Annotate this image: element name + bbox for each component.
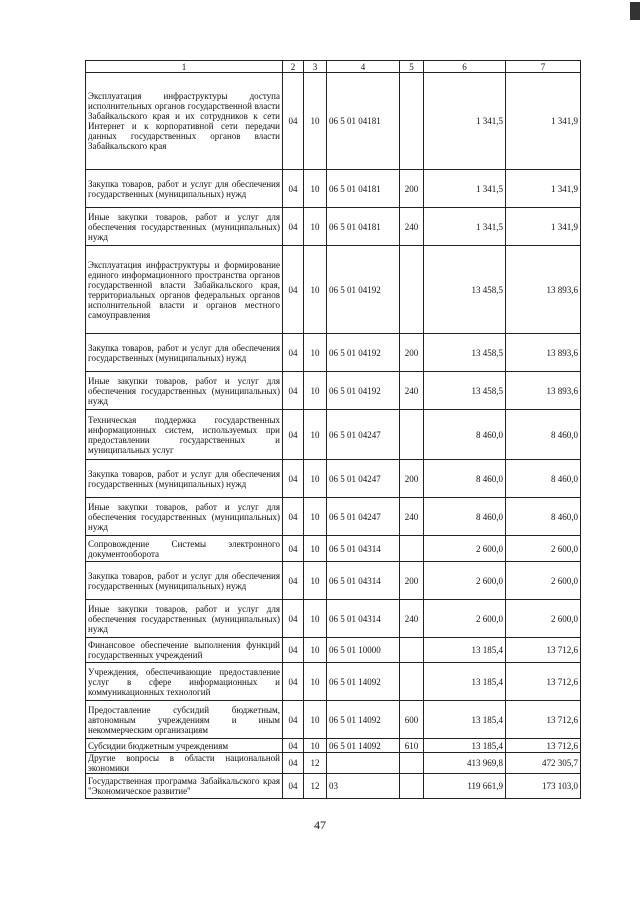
row-description: Закупка товаров, работ и услуг для обеспечения государственных (муниципальных) нужд [86, 170, 283, 208]
row-section: 04 [283, 739, 304, 753]
row-section: 04 [283, 562, 304, 600]
row-section: 04 [283, 73, 304, 170]
row-description: Субсидии бюджетным учреждениям [86, 739, 283, 753]
row-expense-type: 200 [400, 334, 424, 372]
row-description: Иные закупки товаров, работ и услуг для обеспечения государственных (муниципальных) нужд [86, 208, 283, 246]
row-target-code: 06 5 01 04181 [327, 208, 400, 246]
row-target-code: 06 5 01 14092 [327, 663, 400, 701]
row-target-code: 06 5 01 04192 [327, 246, 400, 334]
row-amount-year2: 8 460,0 [506, 498, 581, 536]
row-subsection: 10 [304, 246, 327, 334]
row-amount-year1: 8 460,0 [424, 410, 506, 460]
row-amount-year1: 13 185,4 [424, 701, 506, 739]
row-description: Закупка товаров, работ и услуг для обеспечения государственных (муниципальных) нужд [86, 460, 283, 498]
row-expense-type [400, 774, 424, 799]
row-target-code: 06 5 01 04181 [327, 170, 400, 208]
row-amount-year1: 1 341,5 [424, 73, 506, 170]
row-description: Иные закупки товаров, работ и услуг для обеспечения государственных (муниципальных) нужд [86, 372, 283, 410]
row-target-code: 06 5 01 10000 [327, 638, 400, 663]
row-amount-year2: 13 712,6 [506, 638, 581, 663]
row-amount-year2: 13 893,6 [506, 372, 581, 410]
header-col-6: 6 [424, 61, 506, 73]
table-row [86, 334, 581, 372]
row-description: Сопровождение Системы электронного документооборота [86, 536, 283, 562]
row-section: 04 [283, 498, 304, 536]
row-subsection: 10 [304, 208, 327, 246]
row-expense-type: 240 [400, 208, 424, 246]
row-section: 04 [283, 460, 304, 498]
row-target-code: 06 5 01 04247 [327, 498, 400, 536]
row-amount-year2: 472 305,7 [506, 753, 581, 774]
row-description: Эксплуатация инфраструктуры доступа исполнительных органов государственной власти Забайкальского края и их сотрудников к сети Интернет и к корпоративной сети передачи данных государственных органов власти Забайкальского края [86, 73, 283, 170]
row-subsection: 12 [304, 774, 327, 799]
row-description: Техническая поддержка государственных информационных систем, используемых при предоставлении государственных и муниципальных услуг [86, 410, 283, 460]
row-section: 04 [283, 663, 304, 701]
row-target-code: 06 5 01 04192 [327, 372, 400, 410]
row-expense-type: 200 [400, 562, 424, 600]
table-row [86, 208, 581, 246]
table-row [86, 663, 581, 701]
row-section: 04 [283, 701, 304, 739]
row-target-code [327, 753, 400, 774]
row-subsection: 10 [304, 73, 327, 170]
header-col-2: 2 [283, 61, 304, 73]
header-col-7: 7 [506, 61, 581, 73]
row-amount-year1: 8 460,0 [424, 498, 506, 536]
row-expense-type [400, 246, 424, 334]
row-amount-year1: 413 969,8 [424, 753, 506, 774]
row-target-code: 06 5 01 04314 [327, 562, 400, 600]
row-subsection: 10 [304, 334, 327, 372]
table-row [86, 498, 581, 536]
row-subsection: 10 [304, 498, 327, 536]
table-row [86, 638, 581, 663]
header-row [86, 61, 581, 73]
row-target-code: 06 5 01 14092 [327, 739, 400, 753]
row-subsection: 10 [304, 638, 327, 663]
row-subsection: 10 [304, 600, 327, 638]
scan-edge-mark [630, 2, 640, 20]
row-section: 04 [283, 246, 304, 334]
row-amount-year2: 1 341,9 [506, 208, 581, 246]
table-row [86, 372, 581, 410]
row-subsection: 10 [304, 663, 327, 701]
row-amount-year1: 2 600,0 [424, 600, 506, 638]
row-amount-year2: 13 893,6 [506, 246, 581, 334]
row-target-code: 06 5 01 14092 [327, 701, 400, 739]
row-amount-year1: 13 458,5 [424, 246, 506, 334]
table-row [86, 753, 581, 774]
row-description: Закупка товаров, работ и услуг для обеспечения государственных (муниципальных) нужд [86, 562, 283, 600]
row-amount-year1: 2 600,0 [424, 562, 506, 600]
table-body [86, 73, 581, 799]
row-expense-type [400, 663, 424, 701]
header-col-5: 5 [400, 61, 424, 73]
row-amount-year2: 1 341,9 [506, 73, 581, 170]
row-section: 04 [283, 600, 304, 638]
row-expense-type: 240 [400, 372, 424, 410]
table-row [86, 246, 581, 334]
row-description: Учреждения, обеспечивающие предоставление услуг в сфере информационных и коммуникационных технологий [86, 663, 283, 701]
row-description: Иные закупки товаров, работ и услуг для обеспечения государственных (муниципальных) нужд [86, 600, 283, 638]
row-amount-year1: 13 185,4 [424, 638, 506, 663]
table-row [86, 73, 581, 170]
row-amount-year1: 119 661,9 [424, 774, 506, 799]
row-section: 04 [283, 774, 304, 799]
row-description: Иные закупки товаров, работ и услуг для обеспечения государственных (муниципальных) нужд [86, 498, 283, 536]
row-subsection: 10 [304, 701, 327, 739]
table-row [86, 600, 581, 638]
row-section: 04 [283, 334, 304, 372]
row-section: 04 [283, 536, 304, 562]
row-target-code: 03 [327, 774, 400, 799]
row-expense-type: 240 [400, 600, 424, 638]
row-subsection: 10 [304, 372, 327, 410]
row-amount-year1: 13 458,5 [424, 334, 506, 372]
row-amount-year1: 1 341,5 [424, 208, 506, 246]
row-expense-type [400, 536, 424, 562]
row-expense-type [400, 753, 424, 774]
row-expense-type: 600 [400, 701, 424, 739]
row-amount-year1: 8 460,0 [424, 460, 506, 498]
row-amount-year1: 2 600,0 [424, 536, 506, 562]
row-section: 04 [283, 638, 304, 663]
row-description: Государственная программа Забайкальского края "Экономическое развитие" [86, 774, 283, 799]
row-description: Предоставление субсидий бюджетным, автономным учреждениям и иным некоммерческим организациям [86, 701, 283, 739]
budget-table [85, 60, 581, 799]
row-subsection: 10 [304, 739, 327, 753]
table-row [86, 460, 581, 498]
header-col-1: 1 [86, 61, 283, 73]
row-amount-year2: 13 893,6 [506, 334, 581, 372]
row-subsection: 10 [304, 562, 327, 600]
row-section: 04 [283, 170, 304, 208]
row-amount-year2: 2 600,0 [506, 562, 581, 600]
row-amount-year2: 1 341,9 [506, 170, 581, 208]
row-subsection: 10 [304, 170, 327, 208]
row-section: 04 [283, 372, 304, 410]
row-target-code: 06 5 01 04181 [327, 73, 400, 170]
row-subsection: 12 [304, 753, 327, 774]
page-number: 47 [314, 818, 326, 832]
header-col-3: 3 [304, 61, 327, 73]
row-subsection: 10 [304, 460, 327, 498]
table-row [86, 536, 581, 562]
row-amount-year2: 13 712,6 [506, 739, 581, 753]
row-subsection: 10 [304, 410, 327, 460]
row-expense-type [400, 638, 424, 663]
table-row [86, 170, 581, 208]
row-amount-year2: 8 460,0 [506, 410, 581, 460]
row-expense-type: 240 [400, 498, 424, 536]
row-description: Другие вопросы в области национальной экономики [86, 753, 283, 774]
row-expense-type [400, 73, 424, 170]
row-expense-type: 200 [400, 460, 424, 498]
row-expense-type: 610 [400, 739, 424, 753]
row-amount-year2: 2 600,0 [506, 600, 581, 638]
row-target-code: 06 5 01 04192 [327, 334, 400, 372]
table-row [86, 774, 581, 799]
row-amount-year1: 13 458,5 [424, 372, 506, 410]
row-section: 04 [283, 410, 304, 460]
table-row [86, 701, 581, 739]
row-target-code: 06 5 01 04314 [327, 536, 400, 562]
row-description: Закупка товаров, работ и услуг для обеспечения государственных (муниципальных) нужд [86, 334, 283, 372]
row-target-code: 06 5 01 04247 [327, 410, 400, 460]
row-amount-year2: 8 460,0 [506, 460, 581, 498]
row-amount-year2: 13 712,6 [506, 701, 581, 739]
row-section: 04 [283, 208, 304, 246]
row-amount-year1: 13 185,4 [424, 739, 506, 753]
row-amount-year2: 173 103,0 [506, 774, 581, 799]
row-section: 04 [283, 753, 304, 774]
row-expense-type: 200 [400, 170, 424, 208]
row-subsection: 10 [304, 536, 327, 562]
table-row [86, 562, 581, 600]
header-col-4: 4 [327, 61, 400, 73]
row-target-code: 06 5 01 04314 [327, 600, 400, 638]
row-amount-year1: 13 185,4 [424, 663, 506, 701]
row-description: Эксплуатация инфраструктуры и формирование единого информационного пространства органов государственной власти Забайкальского края, территориальных органов федеральных органов исполнительной власти и органов местного самоуправления [86, 246, 283, 334]
row-amount-year2: 2 600,0 [506, 536, 581, 562]
table-row [86, 739, 581, 753]
row-amount-year1: 1 341,5 [424, 170, 506, 208]
row-description: Финансовое обеспечение выполнения функций государственных учреждений [86, 638, 283, 663]
row-expense-type [400, 410, 424, 460]
row-target-code: 06 5 01 04247 [327, 460, 400, 498]
row-amount-year2: 13 712,6 [506, 663, 581, 701]
table-row [86, 410, 581, 460]
